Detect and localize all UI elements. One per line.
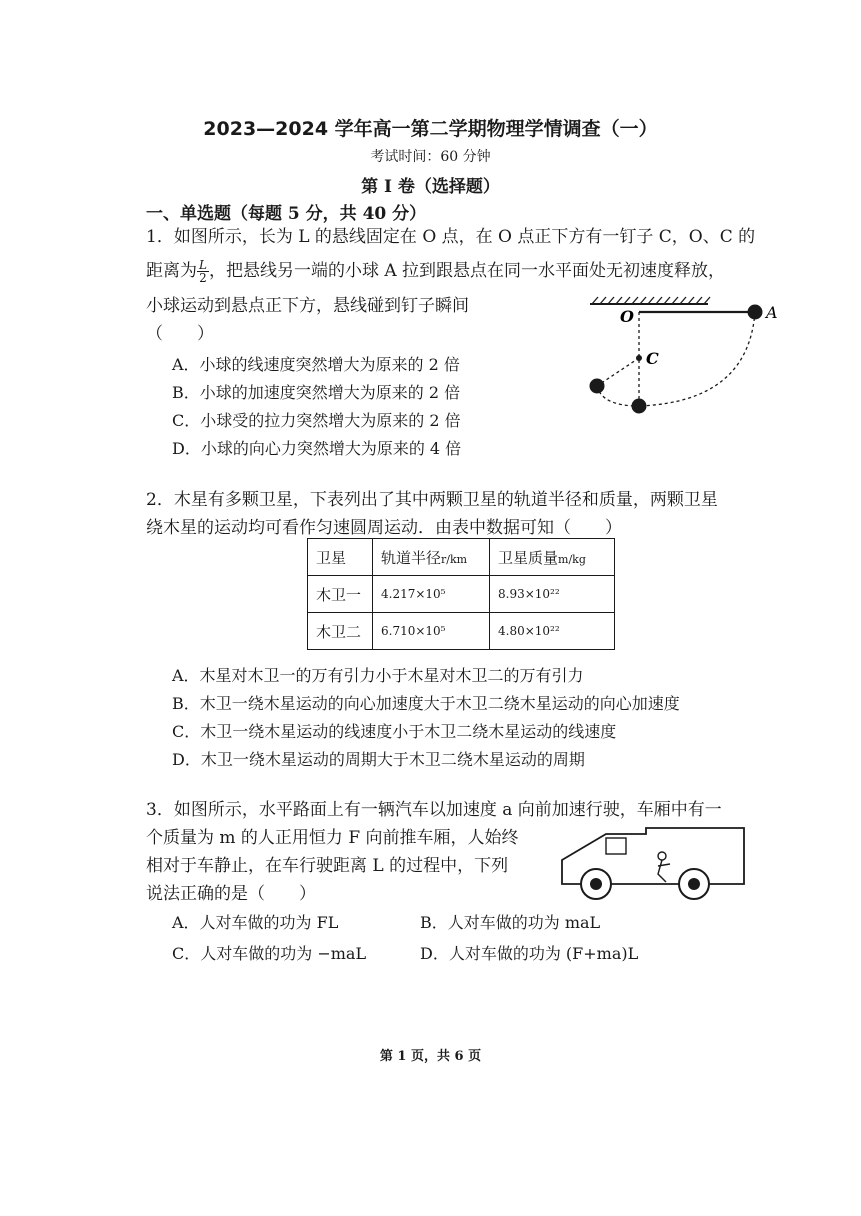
q3-option-c[interactable]: C．人对车做的功为 −maL xyxy=(172,944,367,963)
part-heading: 第 I 卷（选择题） xyxy=(361,177,500,197)
q3-line1: 3．如图所示，水平路面上有一辆汽车以加速度 a 向前加速行驶，车厢中有一 xyxy=(146,800,722,820)
exam-time: 考试时间：60 分钟 xyxy=(370,149,491,165)
mass-unit: m/kg xyxy=(558,552,586,566)
table-cell-mass: 4.80×10²² xyxy=(490,613,615,650)
satellite-table xyxy=(307,538,615,650)
table-cell-radius: 6.710×10⁵ xyxy=(373,613,490,650)
table-cell-name: 木卫二 xyxy=(308,613,373,650)
ceiling-hatch xyxy=(592,297,710,304)
label-c: C xyxy=(646,349,659,368)
q2-option-d[interactable]: D．木卫一绕木星运动的周期大于木卫二绕木星运动的周期 xyxy=(172,750,585,769)
table-cell-mass: 8.93×10²² xyxy=(490,576,615,613)
q2-option-a[interactable]: A．木星对木卫一的万有引力小于木星对木卫二的万有引力 xyxy=(172,666,584,685)
q2-option-b[interactable]: B．木卫一绕木星运动的向心加速度大于木卫二绕木星运动的向心加速度 xyxy=(172,694,680,713)
q1-frac-num: L xyxy=(199,258,207,272)
q3-option-a[interactable]: A．人对车做的功为 FL xyxy=(172,913,339,932)
q3-option-b[interactable]: B．人对车做的功为 maL xyxy=(420,913,601,932)
table-cell-radius: 4.217×10⁵ xyxy=(373,576,490,613)
table-cell-name: 木卫一 xyxy=(308,576,373,613)
q3-option-d[interactable]: D．人对车做的功为 (F+ma)L xyxy=(420,944,639,963)
table-header-satellite: 卫星 xyxy=(308,539,373,576)
q1-fraction xyxy=(197,259,209,284)
table-row xyxy=(308,576,615,613)
q1-line3: 小球运动到悬点正下方，悬线碰到钉子瞬间 xyxy=(146,296,469,316)
cab-window-icon xyxy=(606,838,626,854)
q1-frac-den: 2 xyxy=(199,271,207,285)
q3-line4: 说法正确的是（ ） xyxy=(146,884,316,904)
section-heading: 一、单选题（每题 5 分，共 40 分） xyxy=(146,204,427,224)
q2-line1: 2．木星有多颗卫星，下表列出了其中两颗卫星的轨道半径和质量，两颗卫星 xyxy=(146,490,718,510)
ball-a xyxy=(748,305,763,320)
pendulum-figure xyxy=(580,290,820,420)
q1-option-c[interactable]: C．小球受的拉力突然增大为原来的 2 倍 xyxy=(172,411,461,430)
truck-figure xyxy=(558,826,748,906)
ball-left xyxy=(590,379,605,394)
person-head-icon xyxy=(658,852,666,860)
exam-title: 2023—2024 学年高一第二学期物理学情调查（一） xyxy=(203,118,658,140)
string-after-nail xyxy=(597,358,639,386)
q1-line2 xyxy=(146,257,725,286)
radius-header-text: 轨道半径 xyxy=(381,548,442,567)
q3-line3: 相对于车静止，在车行驶距离 L 的过程中，下列 xyxy=(146,856,509,876)
mass-header-text: 卫星质量 xyxy=(498,548,559,567)
q1-option-a[interactable]: A．小球的线速度突然增大为原来的 2 倍 xyxy=(172,355,460,374)
q1-paren: （ ） xyxy=(146,324,214,344)
person-body-icon xyxy=(658,860,670,882)
front-wheel-hub xyxy=(590,878,602,890)
page-number: 第 1 页，共 6 页 xyxy=(379,1049,482,1064)
table-header-radius xyxy=(373,539,490,576)
q1-option-d[interactable]: D．小球的向心力突然增大为原来的 4 倍 xyxy=(172,439,462,458)
table-header-mass xyxy=(490,539,615,576)
table-row xyxy=(308,613,615,650)
q2-line2: 绕木星的运动均可看作匀速圆周运动．由表中数据可知（ ） xyxy=(146,518,622,538)
q1-line2-post: ，把悬线另一端的小球 A 拉到跟悬点在同一水平面处无初速度释放， xyxy=(208,261,726,281)
nail-c xyxy=(636,355,642,361)
table-header-row xyxy=(308,539,615,576)
rear-wheel-hub xyxy=(688,878,700,890)
ball-bottom xyxy=(632,399,647,414)
label-o: O xyxy=(620,307,634,326)
q3-line2: 个质量为 m 的人正用恒力 F 向前推车厢，人始终 xyxy=(146,828,519,848)
q1-line2-pre: 距离为 xyxy=(146,261,197,281)
q1-line1: 1．如图所示，长为 L 的悬线固定在 O 点，在 O 点正下方有一钉子 C，O、C 的 xyxy=(146,227,756,247)
radius-unit: r/km xyxy=(441,552,468,566)
label-a: A xyxy=(766,303,778,322)
q1-option-b[interactable]: B．小球的加速度突然增大为原来的 2 倍 xyxy=(172,383,461,402)
q2-option-c[interactable]: C．木卫一绕木星运动的线速度小于木卫二绕木星运动的线速度 xyxy=(172,722,617,741)
